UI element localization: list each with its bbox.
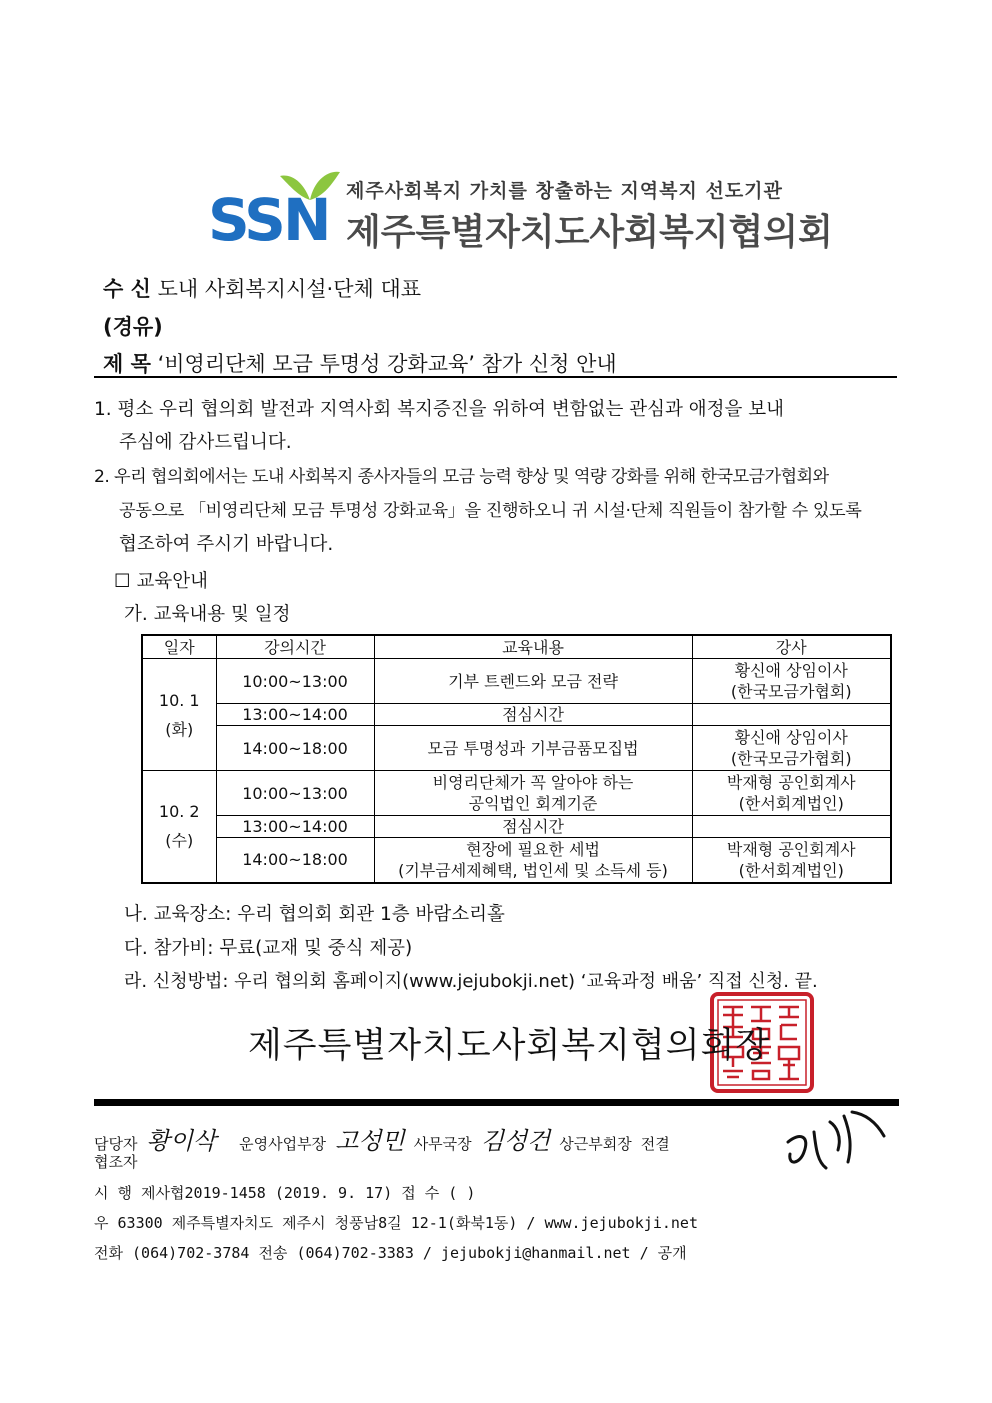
org-logo (208, 168, 833, 258)
lecturer-cell (692, 771, 891, 816)
staff-signature: 황이삭 (146, 1127, 217, 1155)
recipient-label: 수 신 (103, 277, 151, 301)
column-header: 강사 (692, 635, 891, 659)
item-da: 다. 참가비: 무료(교재 및 중식 제공) (124, 938, 413, 959)
content-cell (374, 838, 692, 883)
time-cell: 13:00~14:00 (216, 704, 374, 726)
address-line: 우 63300 제주특별자치도 제주시 청풍남8길 12-1(화북1동) / www.jejubokji.net (94, 1214, 698, 1232)
lecturer-org: (한국모금가협회) (730, 682, 852, 701)
date-text: 10. 2 (158, 802, 200, 822)
content-cell (374, 659, 692, 704)
sender-title: 제주특별자치도사회복지협의회장 (248, 1026, 771, 1066)
logo-org-name: 제주특별자치도사회복지협의회 (346, 212, 833, 253)
lecturer-name: 황신애 상임이사 (734, 728, 848, 747)
subject-value: ‘비영리단체 모금 투명성 강화교육’ 참가 신청 안내 (157, 352, 617, 376)
item-ga: 가. 교육내용 및 일정 (124, 604, 291, 625)
via-line (103, 311, 163, 341)
column-header: 일자 (142, 635, 216, 659)
lecturer-name: 황신애 상임이사 (734, 661, 848, 680)
weekday-text: (화) (165, 719, 194, 739)
lecturer-cell (692, 816, 891, 838)
column-header: 강의시간 (216, 635, 374, 659)
content-text: 현장에 필요한 세법 (466, 839, 600, 859)
table-row (142, 704, 891, 726)
date-text: 10. 1 (158, 690, 200, 710)
lecturer-cell (692, 726, 891, 771)
lecturer-org: (한국모금가협회) (730, 749, 852, 768)
manager-signature: 고성민 (335, 1127, 405, 1155)
content-text: 점심시간 (502, 705, 564, 724)
lecturer-org: (한서회계법인) (738, 794, 844, 813)
via-label: (경유) (103, 315, 163, 339)
date-cell (142, 659, 216, 771)
paragraph-2-line-1: 2. 우리 협의회에서는 도내 사회복지 종사자들의 모금 능력 향상 및 역량 강화를 위해 한국모금가협회와 (94, 467, 829, 487)
paragraph-1-line-1: 1. 평소 우리 협의회 발전과 지역사회 복지증진을 위하여 변함없는 관심과 애정을 보내 (94, 399, 784, 420)
column-header: 교육내용 (374, 635, 692, 659)
lecturer-cell (692, 659, 891, 704)
content-text: 공익법인 회계기준 (468, 794, 598, 813)
table-row (142, 771, 891, 816)
secretary-signature: 김성건 (480, 1127, 551, 1155)
item-ra: 라. 신청방법: 우리 협의회 홈페이지(www.jejubokji.net) ‘교육과정 배움’ 직접 신청. 끝. (124, 971, 818, 992)
item-na: 나. 교육장소: 우리 협의회 회관 1층 바람소리홀 (124, 904, 505, 925)
lecturer-org: (한서회계법인) (738, 860, 844, 880)
content-text: (기부금세제혜택, 법인세 및 소득세 등) (398, 860, 668, 880)
logo-wordmark: SSN (208, 186, 329, 254)
content-text: 비영리단체가 꼭 알아야 하는 (432, 773, 634, 792)
table-header-row (142, 635, 891, 659)
content-cell (374, 816, 692, 838)
weekday-text: (수) (165, 831, 194, 851)
vice-president-label: 상근부회장 전결 (559, 1135, 670, 1153)
section-title: ☐ 교육안내 (114, 571, 208, 592)
time-cell: 10:00~13:00 (216, 659, 374, 704)
content-text: 기부 트렌드와 모금 전략 (448, 671, 618, 691)
handwritten-signature (780, 1102, 890, 1177)
subject-line (103, 348, 617, 378)
table-row (142, 726, 891, 771)
content-cell (374, 771, 692, 816)
content-cell (374, 704, 692, 726)
recipient-line (103, 273, 421, 303)
lecturer-name: 박재형 공인회계사 (726, 773, 856, 792)
paragraph-1-line-2: 주심에 감사드립니다. (119, 432, 292, 453)
schedule-table (141, 634, 892, 884)
subject-label: 제 목 (103, 352, 151, 376)
header-divider (94, 376, 897, 378)
staff-label: 담당자 (94, 1135, 138, 1153)
secretary-label: 사무국장 (413, 1135, 472, 1153)
date-cell (142, 771, 216, 883)
time-cell: 10:00~13:00 (216, 771, 374, 816)
contact-line: 전화 (064)702-3784 전송 (064)702-3383 / jejubokji@hanmail.net / 공개 (94, 1244, 687, 1262)
approval-line (94, 1121, 670, 1156)
logo-tagline: 제주사회복지 가치를 창출하는 지역복지 선도기관 (346, 180, 783, 202)
lecturer-name: 박재형 공인회계사 (726, 839, 856, 859)
paragraph-2-line-3: 협조하여 주시기 바랍니다. (119, 534, 334, 555)
table-row (142, 659, 891, 704)
content-cell (374, 726, 692, 771)
paragraph-2-line-2: 공동으로 「비영리단체 모금 투명성 강화교육」을 진행하오니 귀 시설·단체 직원들이 참가할 수 있도록 (119, 501, 862, 521)
time-cell: 14:00~18:00 (216, 726, 374, 771)
content-text: 점심시간 (502, 817, 564, 836)
time-cell: 14:00~18:00 (216, 838, 374, 883)
document-number-line: 시 행 제사협2019-1458 (2019. 9. 17) 접 수 ( ) (94, 1184, 476, 1202)
table-row (142, 838, 891, 883)
cooperator-label: 협조자 (94, 1153, 138, 1171)
table-row (142, 816, 891, 838)
manager-label: 운영사업부장 (239, 1135, 327, 1153)
lecturer-cell (692, 704, 891, 726)
footer-divider (94, 1099, 899, 1106)
lecturer-cell (692, 838, 891, 883)
content-text: 모금 투명성과 기부금품모집법 (427, 738, 639, 758)
time-cell: 13:00~14:00 (216, 816, 374, 838)
recipient-value: 도내 사회복지시설·단체 대표 (157, 277, 422, 301)
